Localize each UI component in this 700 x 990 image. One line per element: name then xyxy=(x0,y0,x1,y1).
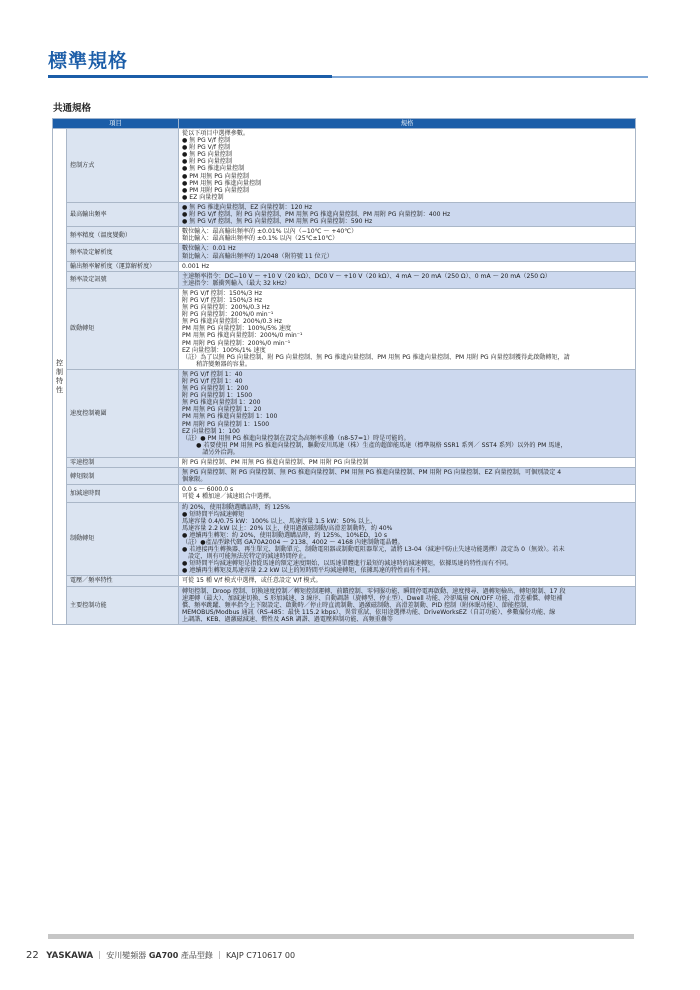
table-row xyxy=(53,227,636,244)
table-row xyxy=(53,261,636,271)
row-spec-value: 可從 15 種 V/f 模式中選擇，或任意設定 V/f 模式。 xyxy=(179,576,636,586)
table-row xyxy=(53,288,636,369)
spec-table xyxy=(52,118,636,625)
page-number: 22 xyxy=(26,950,39,961)
row-item-label: 頻率設定訊號 xyxy=(67,271,179,288)
row-spec-value: 附 PG 向量控制、PM 用無 PG 推進向量控制、PM 用附 PG 向量控制 xyxy=(179,458,636,468)
row-item-label: 最高輸出頻率 xyxy=(67,202,179,226)
footer xyxy=(26,950,295,961)
row-item-label: 頻率精度（溫度變動） xyxy=(67,227,179,244)
row-spec-value: 主速頻率指令：DC−10 V ～ +10 V（20 kΩ）、DC0 V ～ +10 V（20 kΩ）、4 mA ～ 20 mA（250 Ω）、0 mA ～ 20 mA（250 Ω） 主速指令：脈衝列輸入（最大 32 kHz） xyxy=(179,271,636,288)
row-spec-value: 無 PG V/f 控制 1：40 附 PG V/f 控制 1：40 無 PG 向量控制 1：200 附 PG 向量控制 1：1500 無 PG 推進向量控制 1：200 PM 用無 PG 向量控制 1：20 PM 用無 PG 推進向量控制 1：100 PM 用附 PG 向量控制 1：1500 EZ 向量控制 1：100 （註）● PM 用無 PG 推進向量控制在設定為高頻率重疊（n8-57=1）時是可能的。 ● 若要使用 PM 用無 PG 推進向量控制，驅動安川馬達（株）生產的超節能馬達（標準規格 SSR1 系列／ SST4 系列）以外的 PM 馬達， 請另外洽詢。 xyxy=(179,369,636,457)
row-spec-value: 約 20%，使用制動選購品時，約 125% ● 短時間平均減速轉矩 馬達容量 0.4/0.75 kW：100% 以上、馬達容量 1.5 kW：50% 以上、 馬達容量 2.2 kW 以上：20% 以上，使用過激磁制動/高滑差制動時，約 40% ● 連續再生轉矩：約 20%，使用制動選購品時，約 125%、10%ED、10 s （註）●產品型錄代碼 GA70A2004 ～ 2138、4002 ～ 4168 內建制動電晶體。 ● 若連接再生轉換器、再生單元、制動單元、制動電阻器或制動電阻器單元，請將 L3-04（減速中防止失速功能選擇）設定為 0（無效）。若未 設定，則有可能無法於特定的減速時間停止。 ● 短時間平均減速轉矩是指從馬達的額定速度開始，以馬達單體進行最短的減速時的減速轉矩，依據馬達的特性而有不同。 ● 連續再生轉矩及馬達容量 2.2 kW 以上的短時間平均減速轉矩，依據馬達的特性而有不同。 xyxy=(179,502,636,576)
row-item-label: 控制方式 xyxy=(67,129,179,203)
row-spec-value: 0.0 s ～ 6000.0 s 可從 4 種加速／減速組合中選擇。 xyxy=(179,485,636,502)
product-model: GA700 xyxy=(148,951,179,960)
table-row xyxy=(53,271,636,288)
table-row xyxy=(53,458,636,468)
row-spec-value: 數位輸入：0.01 Hz 類比輸入：最高輸出頻率的 1/2048（附符號 11 位元） xyxy=(179,244,636,261)
row-item-label: 加減速時間 xyxy=(67,485,179,502)
header-spec: 規格 xyxy=(179,119,636,129)
row-spec-value: 無 PG 向量控制、附 PG 向量控制、無 PG 推進向量控制、PM 用無 PG 推進向量控制、PM 用附 PG 向量控制、EZ 向量控制，可個別設定 4 個象限。 xyxy=(179,468,636,485)
table-row xyxy=(53,129,636,203)
footer-bar xyxy=(48,934,634,939)
row-spec-value: 無 PG V/f 控制：150%/3 Hz 附 PG V/f 控制：150%/3 Hz 無 PG 向量控制：200%/0.3 Hz 附 PG 向量控制：200%/0 min⁻¹ 無 PG 推進向量控制：200%/0.3 Hz PM 用無 PG 向量控制：100%/5% 速度 PM 用無 PG 推進向量控制：200%/0 min⁻¹ PM 用附 PG 向量控制：200%/0 min⁻¹ EZ 向量控制：100%/1% 速度 （註）為了以無 PG 向量控制、附 PG 向量控制、無 PG 推進向量控制、PM 用無 PG 推進向量控制、PM 用附 PG 向量控制獲得此啟動轉矩，請 稍許變頻器的容量。 xyxy=(179,288,636,369)
row-item-label: 輸出頻率解析度（運算解析度） xyxy=(67,261,179,271)
table-row xyxy=(53,202,636,226)
header-item: 項目 xyxy=(53,119,179,129)
row-item-label: 制動轉矩 xyxy=(67,502,179,576)
table-row xyxy=(53,576,636,586)
group-label: 控 制 特 性 xyxy=(53,129,67,625)
table-row xyxy=(53,485,636,502)
row-item-label: 速度控制範圍 xyxy=(67,369,179,457)
section-heading: 共通規格 xyxy=(53,103,92,114)
row-item-label: 主要控制功能 xyxy=(67,586,179,624)
product-suffix: 產品型錄 xyxy=(180,951,213,960)
row-spec-value: 從以下項目中選擇參數。 ● 無 PG V/f 控制 ● 附 PG V/f 控制 ● 無 PG 向量控制 ● 附 PG 向量控制 ● 無 PG 推進向量控制 ● PM 用無 PG 向量控制 ● PM 用無 PG 推進向量控制 ● PM 用附 PG 向量控制 ● EZ 向量控制 xyxy=(179,129,636,203)
footer-separator: ｜ xyxy=(215,951,224,960)
table-row xyxy=(53,244,636,261)
row-spec-value: 數位輸入：最高輸出頻率的 ±0.01% 以內（−10℃ ～ +40℃） 類比輸入：最高輸出頻率的 ±0.1% 以內（25℃±10℃） xyxy=(179,227,636,244)
product-prefix: 安川變頻器 xyxy=(106,951,147,960)
row-spec-value: 0.001 Hz xyxy=(179,261,636,271)
row-item-label: 啟動轉矩 xyxy=(67,288,179,369)
row-item-label: 電壓／頻率特性 xyxy=(67,576,179,586)
table-row xyxy=(53,586,636,624)
row-item-label: 頻率設定解析度 xyxy=(67,244,179,261)
brand-name: YASKAWA xyxy=(46,951,94,961)
title-divider-accent xyxy=(48,75,332,78)
row-spec-value: ● 無 PG 推進向量控制、EZ 向量控制：120 Hz ● 附 PG V/f 控制、附 PG 向量控制、PM 用無 PG 推進向量控制、PM 用附 PG 向量控制：400 Hz ● 無 PG V/f 控制、無 PG 向量控制、PM 用無 PG 向量控制：590 Hz xyxy=(179,202,636,226)
catalog-code: KAJP C710617 00 xyxy=(225,951,296,960)
footer-separator: ｜ xyxy=(95,951,104,960)
row-item-label: 轉矩限制 xyxy=(67,468,179,485)
row-item-label: 零速控制 xyxy=(67,458,179,468)
table-row xyxy=(53,468,636,485)
page-title: 標準規格 xyxy=(48,50,129,72)
table-header-row xyxy=(53,119,636,129)
row-spec-value: 轉矩控制、Droop 控制、切換速度控制／轉矩控制運轉、前饋控制、零伺服功能、瞬間停電再啟動、速度搜尋、過轉矩檢出、轉矩限制、17 段 速運轉（最大）、加減速切換、S 形加減速、3 線序、自動調諧（旋轉型、停止型）、Dwell 功能、冷卻風扇 ON/OFF 功能、滑差補償、轉矩補 償、頻率跳躍、頻率指令上下限設定、啟動時／停止時直流制動、過激磁制動、高滑差制動、PID 控制（附休眠功能）、節能控制、 MEMOBUS/Modbus 通訊（RS-485：最快 115.2 kbps）、異常重試、依用途選擇功能、DriveWorksEZ（自訂功能）、參數備份功能、線 上調諧、KEB、過激磁減速、慣性及 ASR 調諧、過電壓抑制功能、高頻重疊等 xyxy=(179,586,636,624)
table-row xyxy=(53,369,636,457)
spec-table-body xyxy=(53,129,636,625)
table-row xyxy=(53,502,636,576)
